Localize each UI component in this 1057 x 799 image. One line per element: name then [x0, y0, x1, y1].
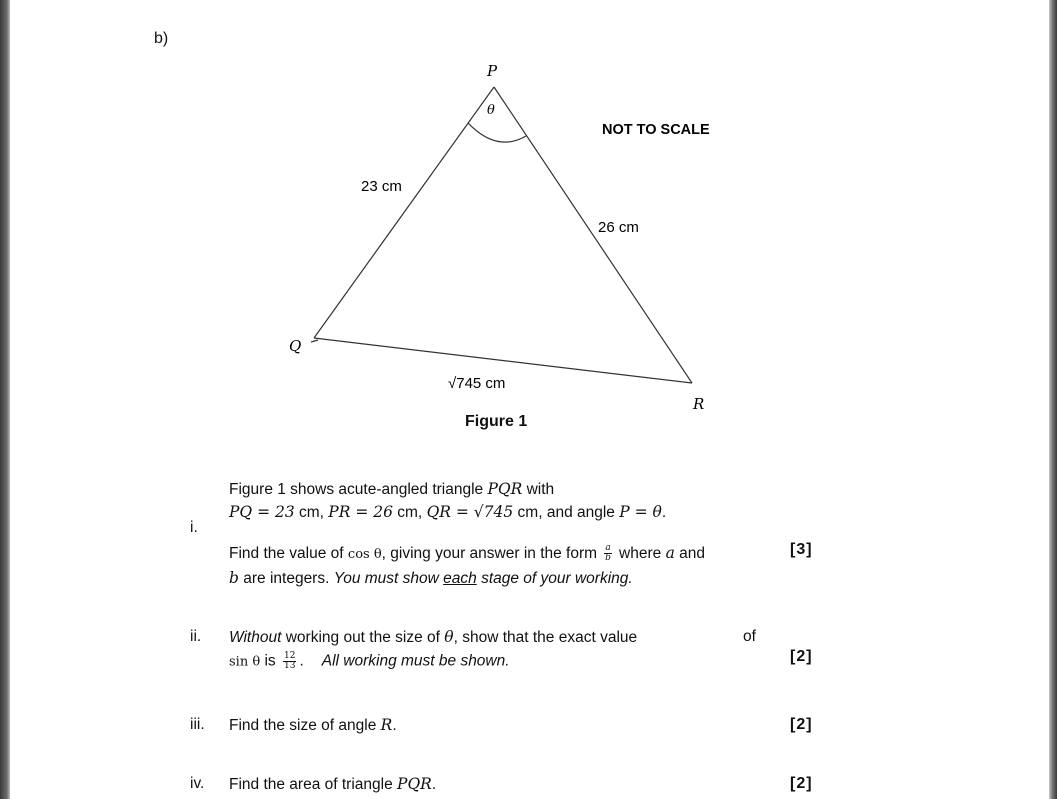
question-ii-line2: sin θ is $\frac{12}{13}$ . All working must be shown. — [229, 651, 510, 671]
angle-theta-arc — [468, 123, 526, 142]
question-ii-of: of — [743, 628, 756, 645]
question-iii-marks: [2] — [790, 716, 813, 733]
vertex-r-label: R — [693, 395, 705, 413]
question-i-task-line2: b are integers. You must show each stage of your working. — [229, 569, 633, 587]
part-label: b) — [154, 30, 169, 47]
question-iii-text: Find the size of angle R. — [229, 716, 397, 734]
question-i-marks: [3] — [790, 541, 813, 558]
question-i-intro-line1: Figure 1 shows acute-angled triangle PQR with — [229, 480, 555, 498]
fraction-12-over-13: $\frac{12}{13}$ — [283, 651, 296, 671]
question-ii-number: ii. — [190, 628, 202, 645]
question-iv-number: iv. — [190, 775, 205, 792]
figure-caption: Figure 1 — [465, 413, 528, 430]
side-pq-line — [314, 87, 494, 338]
question-i-task-line1: Find the value of cos θ, giving your answer in the form $\frac{a}{b}$ where a and — [229, 543, 705, 564]
side-pq-label: 23 cm — [361, 178, 402, 195]
angle-theta-label: θ — [487, 103, 495, 118]
fraction-a-over-b: $\frac{a}{b}$ — [605, 543, 611, 564]
vertex-p-label: P — [487, 62, 498, 80]
question-ii-marks: [2] — [790, 648, 813, 665]
question-i-number: i. — [190, 519, 198, 536]
vertex-q-label: Q — [289, 337, 302, 355]
question-i-intro-line2: PQ = 23 cm, PR = 26 cm, QR = √745 cm, and angle P = θ. — [229, 503, 667, 521]
question-iv-marks: [2] — [790, 775, 813, 792]
side-pr-label: 26 cm — [598, 219, 639, 236]
question-iii-number: iii. — [190, 716, 205, 733]
not-to-scale-label: NOT TO SCALE — [602, 122, 710, 138]
question-ii-line1: Without working out the size of θ, show that the exact value — [229, 628, 638, 646]
question-iv-text: Find the area of triangle PQR. — [229, 775, 437, 793]
side-qr-label: √745 cm — [448, 375, 506, 392]
side-qr-line-tail — [311, 340, 318, 342]
